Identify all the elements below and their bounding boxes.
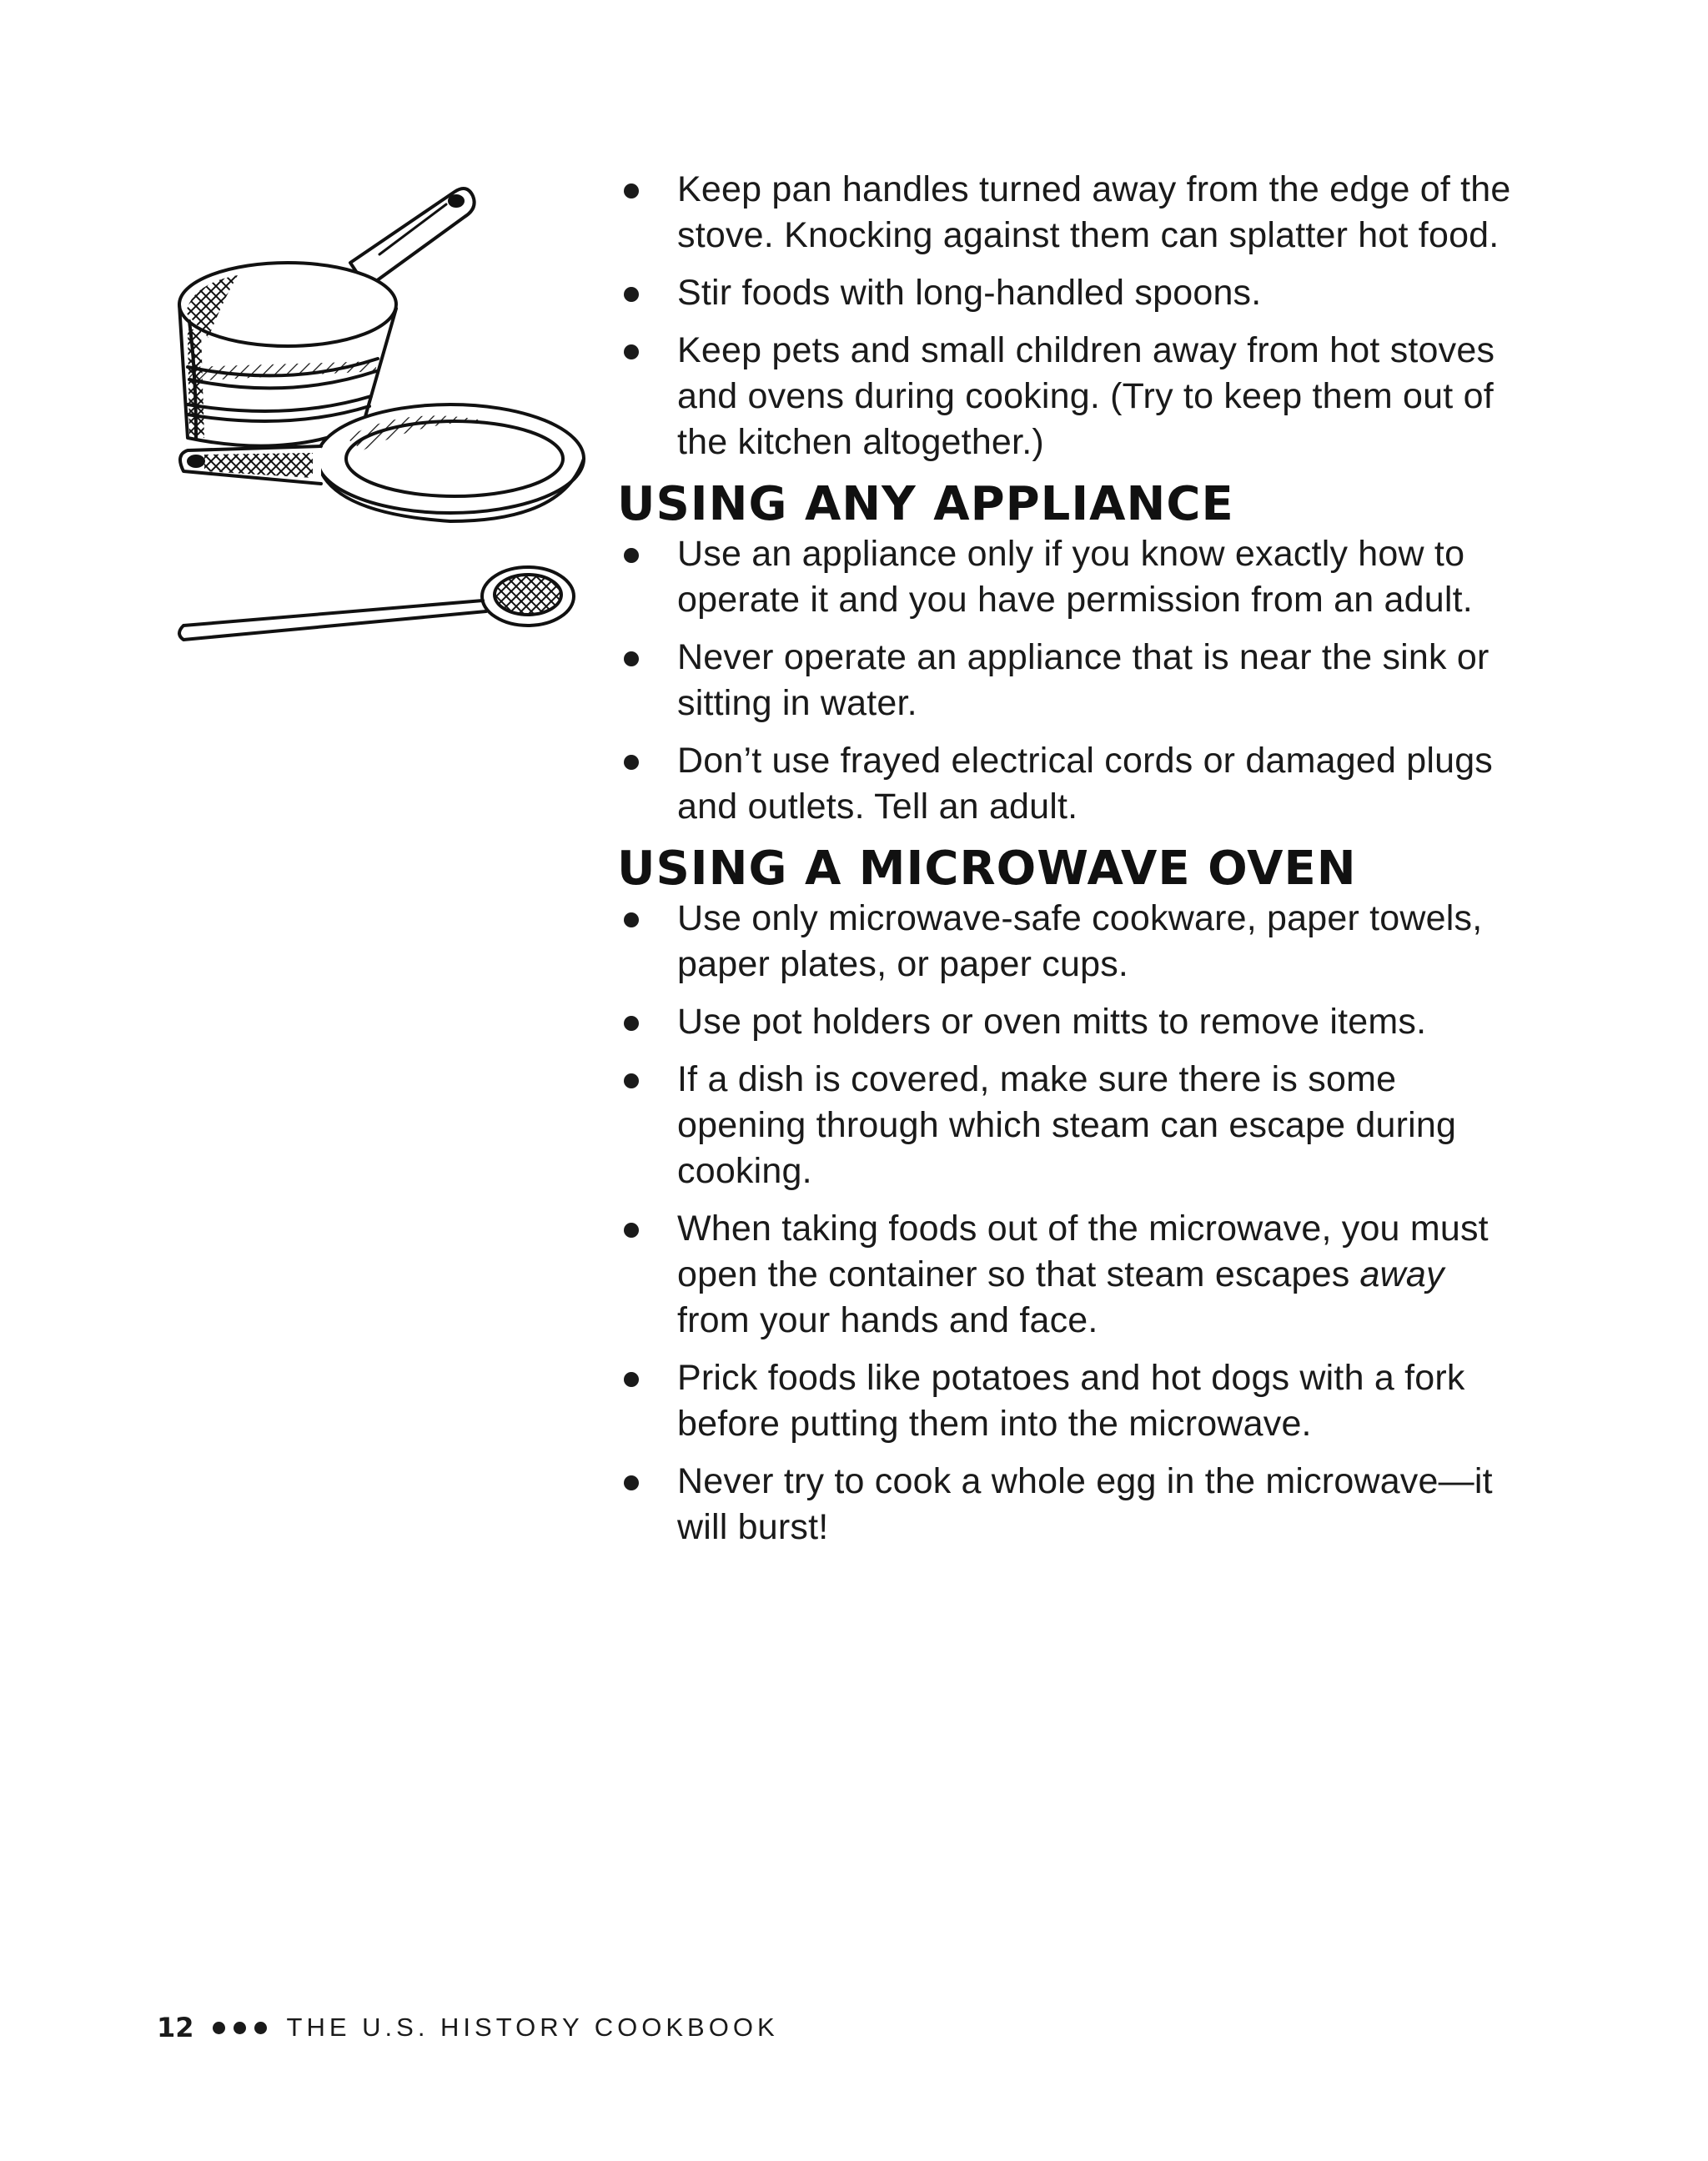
book-title: THE U.S. HISTORY COOKBOOK [286, 2013, 779, 2042]
dot-icon [213, 2022, 225, 2034]
list-item: If a dish is covered, make sure there is some opening through which steam can escape during cooking. [617, 1057, 1518, 1194]
section-title-appliance: USING ANY APPLIANCE [617, 477, 1234, 531]
dot-icon [234, 2022, 246, 2034]
appliance-bullet-list [617, 531, 1518, 830]
list-item-text: When taking foods out of the microwave, you must open the container so that steam escapes [677, 1209, 1489, 1294]
main-content [617, 167, 1518, 1562]
list-item: Use pot holders or oven mitts to remove items. [617, 999, 1518, 1045]
list-item [617, 1206, 1518, 1344]
list-item-text: from your hands and face. [677, 1300, 1098, 1340]
list-item: Never try to cook a whole egg in the microwave—it will burst! [617, 1459, 1518, 1550]
list-item: Prick foods like potatoes and hot dogs with a fork before putting them into the microwave. [617, 1355, 1518, 1447]
emphasis-text: away [1359, 1254, 1444, 1294]
section-title-microwave: USING A MICROWAVE OVEN [617, 842, 1357, 896]
page-number: 12 [157, 2012, 194, 2043]
pots-pans-spoon-icon [171, 171, 588, 655]
list-item: Use an appliance only if you know exactly how to operate it and you have permission from an adult. [617, 531, 1518, 623]
footer-dots-icon [213, 2022, 267, 2034]
list-item: Don’t use frayed electrical cords or damaged plugs and outlets. Tell an adult. [617, 738, 1518, 830]
list-item: Keep pets and small children away from hot stoves and ovens during cooking. (Try to keep them out of the kitchen altogether.) [617, 328, 1518, 465]
list-item: Use only microwave-safe cookware, paper towels, paper plates, or paper cups. [617, 896, 1518, 988]
page-footer [157, 2012, 779, 2043]
microwave-bullet-list [617, 896, 1518, 1550]
list-item: Never operate an appliance that is near the sink or sitting in water. [617, 635, 1518, 726]
list-item: Stir foods with long-handled spoons. [617, 270, 1518, 316]
dot-icon [254, 2022, 267, 2034]
list-item: Keep pan handles turned away from the edge of the stove. Knocking against them can splatter hot food. [617, 167, 1518, 259]
intro-bullet-list [617, 167, 1518, 465]
